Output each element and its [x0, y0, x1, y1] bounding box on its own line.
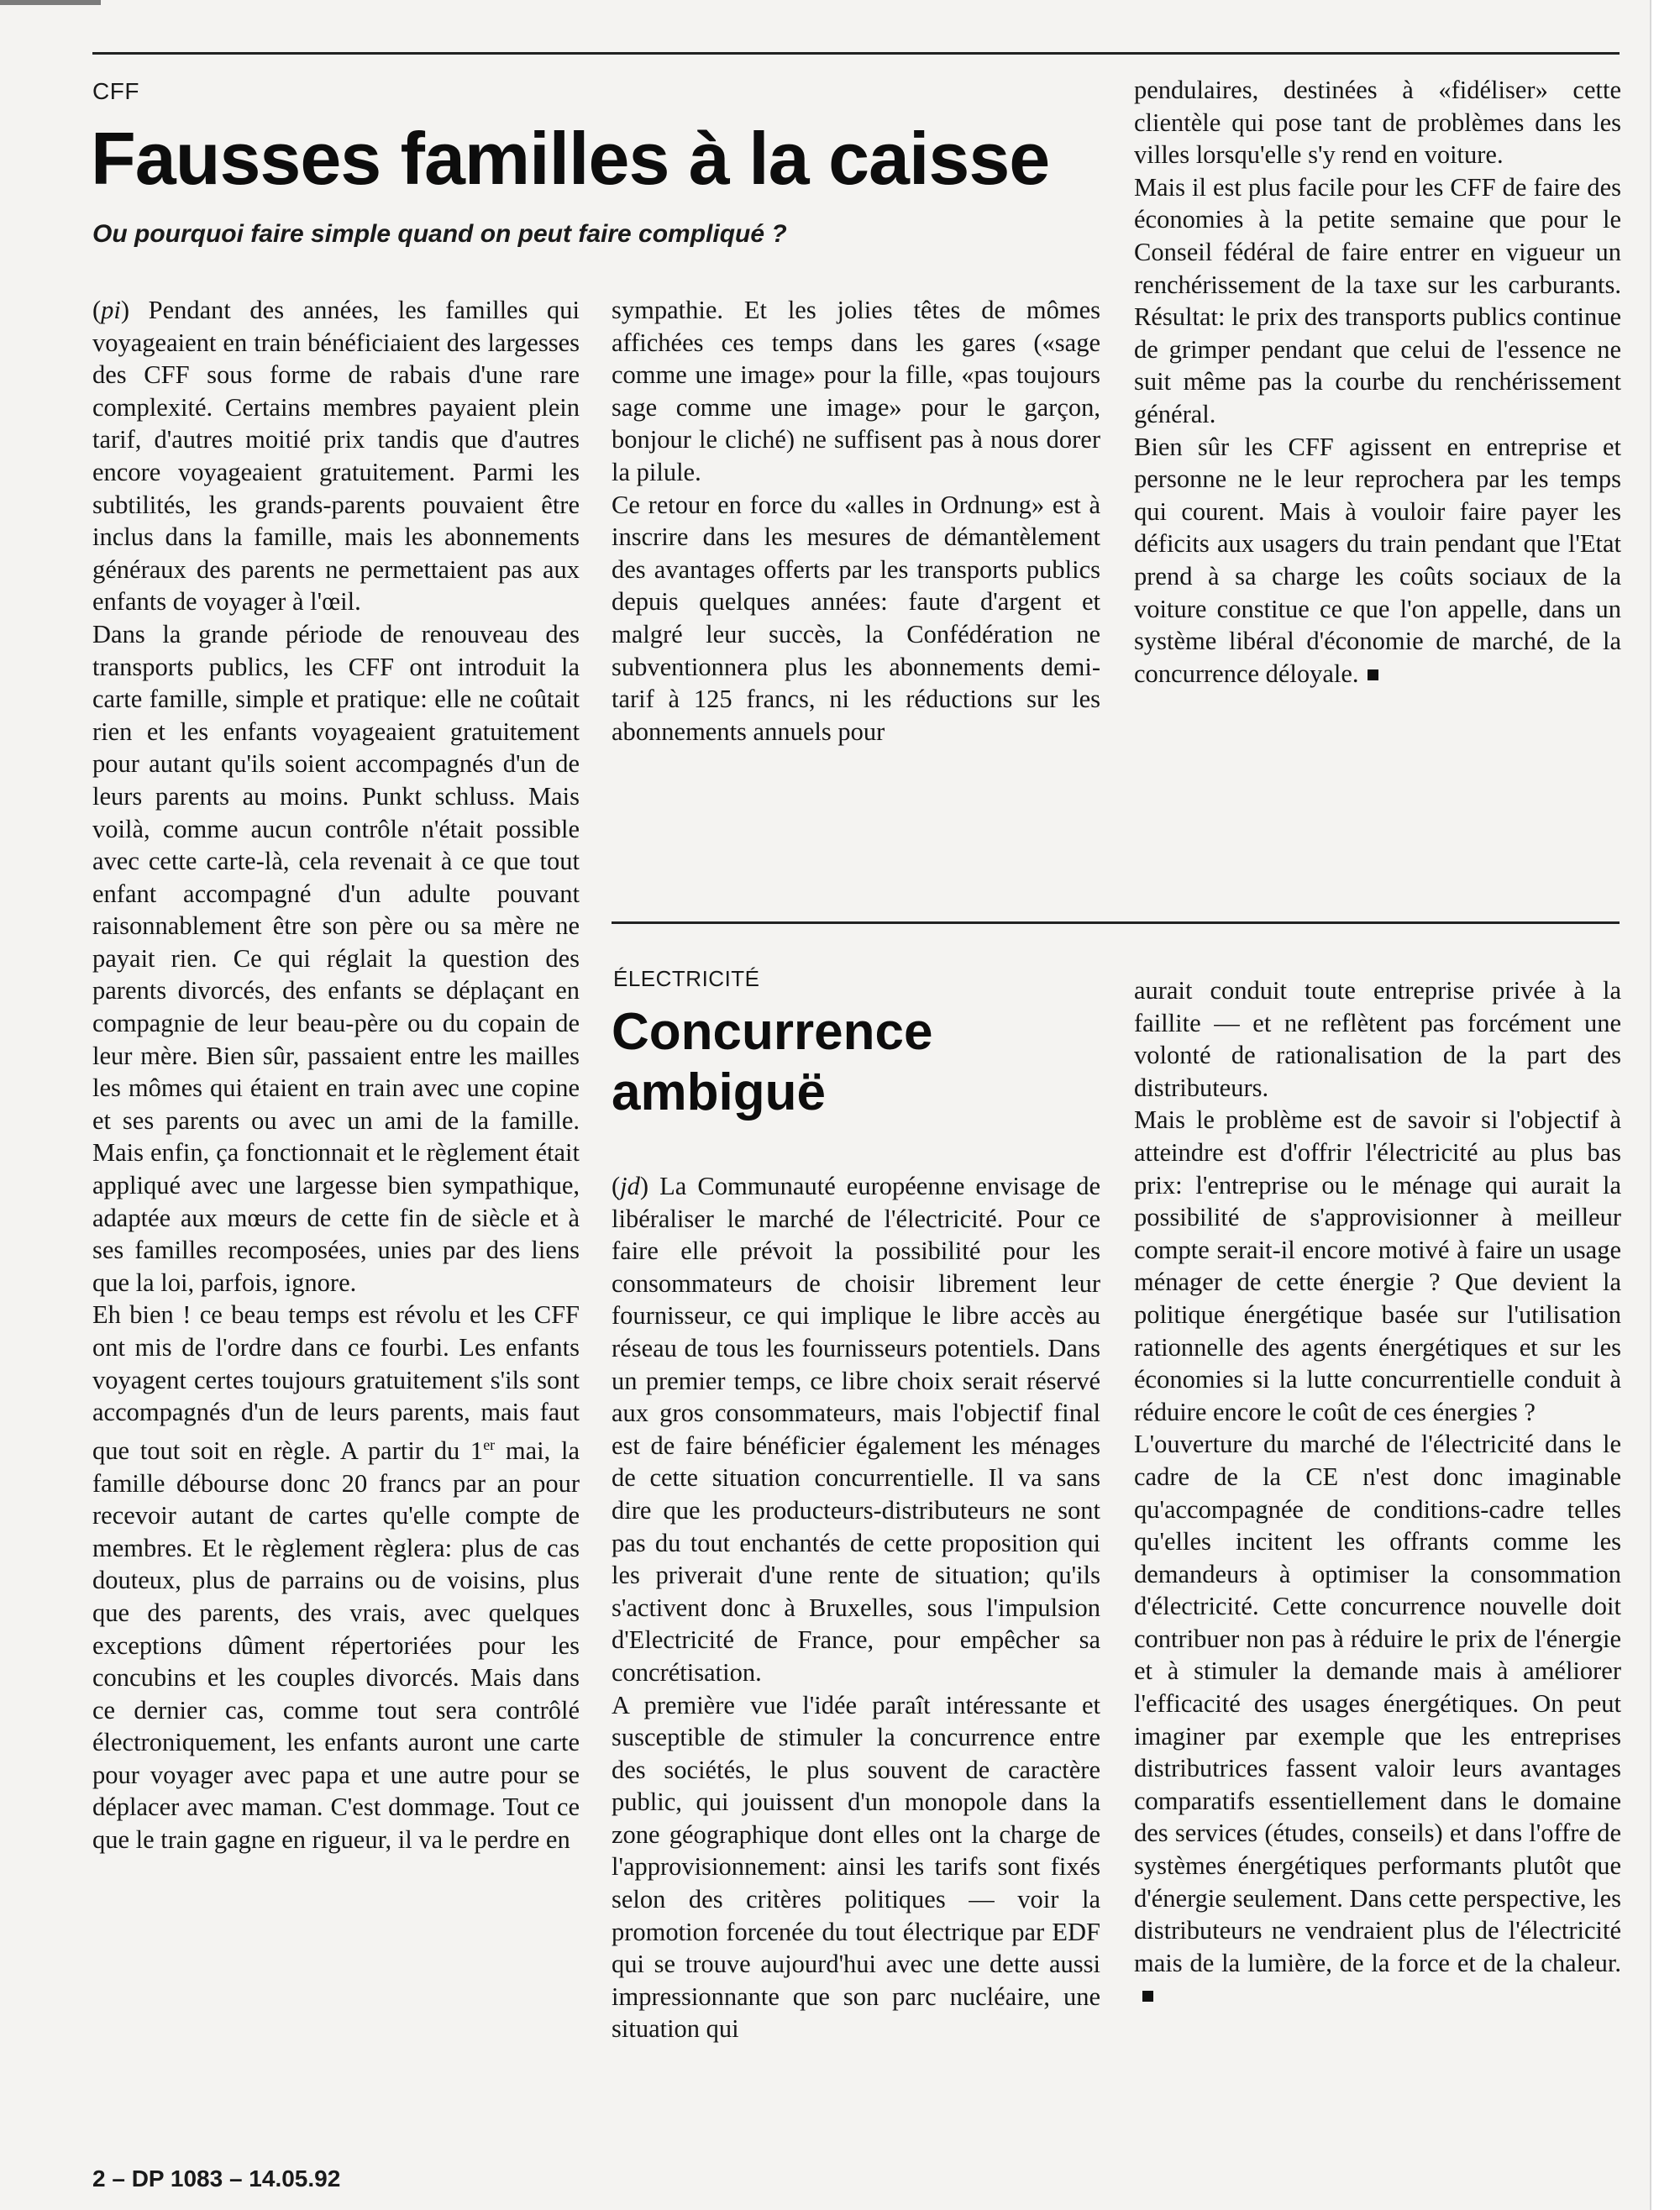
article2-kicker: ÉLECTRICITÉ — [613, 966, 760, 991]
article2-paragraph: aurait conduit toute entreprise privée à la faillite — et ne reflètent pas forcément une volonté de rationalisation de la part des distributeurs. — [1134, 976, 1621, 1102]
article2-column-1 — [612, 1170, 1100, 2045]
article1-paragraph: (pi) Pendant des années, les familles qui voyageaient en train bénéficiaient des largesses des CFF sous forme de rabais d'une rare complexité. Certains membres payaient plein tarif, d'autres moitié prix tandis que d'autres encore voyageaient gratuitement. Parmi les subtilités, les grands-parents pouvaient être inclus dans la famille, mais les abonnements généraux des parents ne permettaient pas aux enfants de voyager à l'œil. — [92, 296, 580, 617]
article1-paragraph: pendulaires, destinées à «fidéliser» cette clientèle qui pose tant de problèmes dans les villes lorsqu'elle s'y rend en voiture. — [1134, 76, 1621, 170]
article1-paragraph: Eh bien ! ce beau temps est révolu et les CFF ont mis de l'ordre dans ce fourbi. Les enfants voyagent certes toujours gratuitement s'ils sont accompagnés d'un de leurs parents, mais faut que tout soit en règle. A partir du 1er mai, la famille débourse donc 20 francs par an pour recevoir autant de cartes qu'elle compte de membres. Et le règlement règlera: plus de cas douteux, plus de parrains ou de voisins, plus que des parents, des vrais, avec quelques exceptions dûment répertoriées pour les concubins et les couples divorcés. Mais dans ce dernier cas, comme tout sera contrôlé électroniquement, les enfants auront une carte pour voyager avec papa et une autre pour se déplacer avec maman. C'est dommage. Tout ce que le train gagne en rigueur, il va le perdre en — [92, 1300, 580, 1855]
article2-title — [612, 1002, 932, 1123]
article1-column-2 — [612, 294, 1100, 748]
article2-title-line-1: Concurrence — [612, 1003, 933, 1061]
top-rule — [92, 52, 1620, 55]
article2-byline: jd — [620, 1172, 640, 1200]
article1-column-1 — [92, 294, 580, 1856]
article1-kicker: CFF — [92, 78, 139, 104]
article1-byline: pi — [101, 296, 121, 324]
end-of-article-mark — [1368, 669, 1378, 680]
article1-paragraph: Bien sûr les CFF agissent en entreprise et personne ne le leur reprochera par les temps qui courent. Mais à vouloir faire payer les déficits aux usagers du train pendant que l'Etat prend à sa charge les coûts sociaux de la voiture constitue ce que l'on appelle, dans un système libéral d'économie de marché, de la concurrence déloyale. — [1134, 432, 1621, 688]
article1-paragraph: Dans la grande période de renouveau des transports publics, les CFF ont introduit la carte famille, simple et pratique: elle ne coûtait rien et les enfants voyageaient gratuitement pour autant qu'ils soient accompagnés d'un de leurs parents au moins. Punkt schluss. Mais voilà, comme aucun contrôle n'était possible avec cette carte-là, cela revenait à ce que tout enfant accompagné d'un adulte pouvant raisonnablement être son père ou sa mère ne payait rien. Ce qui réglait la question des parents divorcés, des enfants se déplaçant en compagnie de leur beau-père ou du copain de leur mère. Bien sûr, passaient entre les mailles les mômes qui étaient en train avec une copine et ses parents ou avec un ami de la famille. Mais enfin, ça fonctionnait et le règlement était appliqué avec une largesse bien sympathique, adaptée aux mœurs de cette fin de siècle et à ses familles recomposées, unies par des liens que la loi, parfois, ignore. — [92, 619, 580, 1297]
article1-paragraph: Ce retour en force du «alles in Ordnung» est à inscrire dans les mesures de démantèlement des avantages offerts par les transports publics depuis quelques années: faute d'argent et malgré leur succès, la Confédération ne subventionnera plus les abonnements demi-tarif à 125 francs, ni les réductions sur les abonnements annuels pour — [612, 490, 1100, 746]
article2-rule — [612, 921, 1620, 924]
article1-title: Fausses familles à la caisse — [91, 117, 1050, 200]
article2-paragraph: (jd) La Communauté européenne envisage de libéraliser le marché de l'électricité. Pour ce faire elle prévoit la possibilité pour les consommateurs de choisir librement leur fournisseur, ce qui implique le libre accès au réseau de tous les fournisseurs potentiels. Dans un premier temps, ce libre choix serait réservé aux gros consommateurs, mais l'objectif final est de faire bénéficier également les ménages de cette situation concurrentielle. Il va sans dire que les producteurs-distributeurs ne sont pas du tout enchantés de cette proposition qui les priverait d'une rente de situation; qu'ils s'activent donc à Bruxelles, sous l'impulsion d'Electricité de France, pour empêcher sa concrétisation. — [612, 1172, 1100, 1687]
article1-paragraph: Mais il est plus facile pour les CFF de faire des économies à la petite semaine que pour le Conseil fédéral de faire entrer en vigueur un renchérissement de la taxe sur les carburants. Résultat: le prix des transports publics continue de grimper pendant que celui de l'essence ne suit même pas la courbe du renchérissement général. — [1134, 172, 1621, 428]
article2-title-line-2: ambiguë — [612, 1063, 826, 1121]
article2-paragraph: A première vue l'idée paraît intéressante et susceptible de stimuler la concurrence entre des sociétés, le plus souvent de caractère public, qui jouissent d'un monopole dans la zone géographique dont elles ont la charge de l'approvisionnement: ainsi les tarifs sont fixés selon des critères politiques — voir la promotion forcenée du tout électrique par EDF qui se trouve aujourd'hui avec une dette aussi impressionnante que son parc nucléaire, une situation qui — [612, 1690, 1100, 2044]
scan-edge-mark — [0, 0, 101, 5]
article2-paragraph: Mais le problème est de savoir si l'objectif à atteindre est d'offrir l'électricité au plus bas prix: l'entreprise ou le ménage qui aurait la possibilité de s'approvisionner à meilleur compte serait-il encore motivé à faire un usage ménager de cette énergie ? Que devient la politique énergétique basée sur l'utilisation rationnelle des agents énergétiques et sur les économies si la lutte concurrentielle conduit à réduire encore le coût de ces énergies ? — [1134, 1105, 1621, 1426]
article2-paragraph: L'ouverture du marché de l'électricité dans le cadre de la CE n'est donc imaginable qu'accompagnée de conditions-cadre telles qu'elles incitent les offrants comme les demandeurs à optimiser la consommation d'électricité. Cette concurrence nouvelle doit contribuer non pas à réduire le prix de l'énergie et à stimuler la demande mais à améliorer l'efficacité des usages énergétiques. On peut imaginer par exemple que les entreprises distributrices fassent valoir leurs avantages comparatifs essentiellement dans le domaine des services (études, conseils) et dans l'offre de systèmes énergétiques performants plutôt que d'énergie seulement. Dans cette perspective, les distributeurs ne vendraient plus de l'électricité mais de la lumière, de la force et de la chaleur. — [1134, 1428, 1621, 2012]
article1-subtitle: Ou pourquoi faire simple quand on peut faire compliqué ? — [92, 220, 787, 248]
scan-right-margin — [1650, 0, 1680, 2210]
article1-paragraph: sympathie. Et les jolies têtes de mômes affichées ces temps dans les gares («sage comme une image» pour la fille, «pas toujours sage comme une image» pour le garçon, bonjour le cliché) ne suffisent pas à nous dorer la pilule. — [612, 296, 1100, 486]
article2-column-2 — [1134, 974, 1621, 2012]
article1-column-3 — [1134, 74, 1621, 690]
page-footer: 2 – DP 1083 – 14.05.92 — [92, 2165, 341, 2192]
end-of-article-mark — [1142, 1991, 1153, 2002]
